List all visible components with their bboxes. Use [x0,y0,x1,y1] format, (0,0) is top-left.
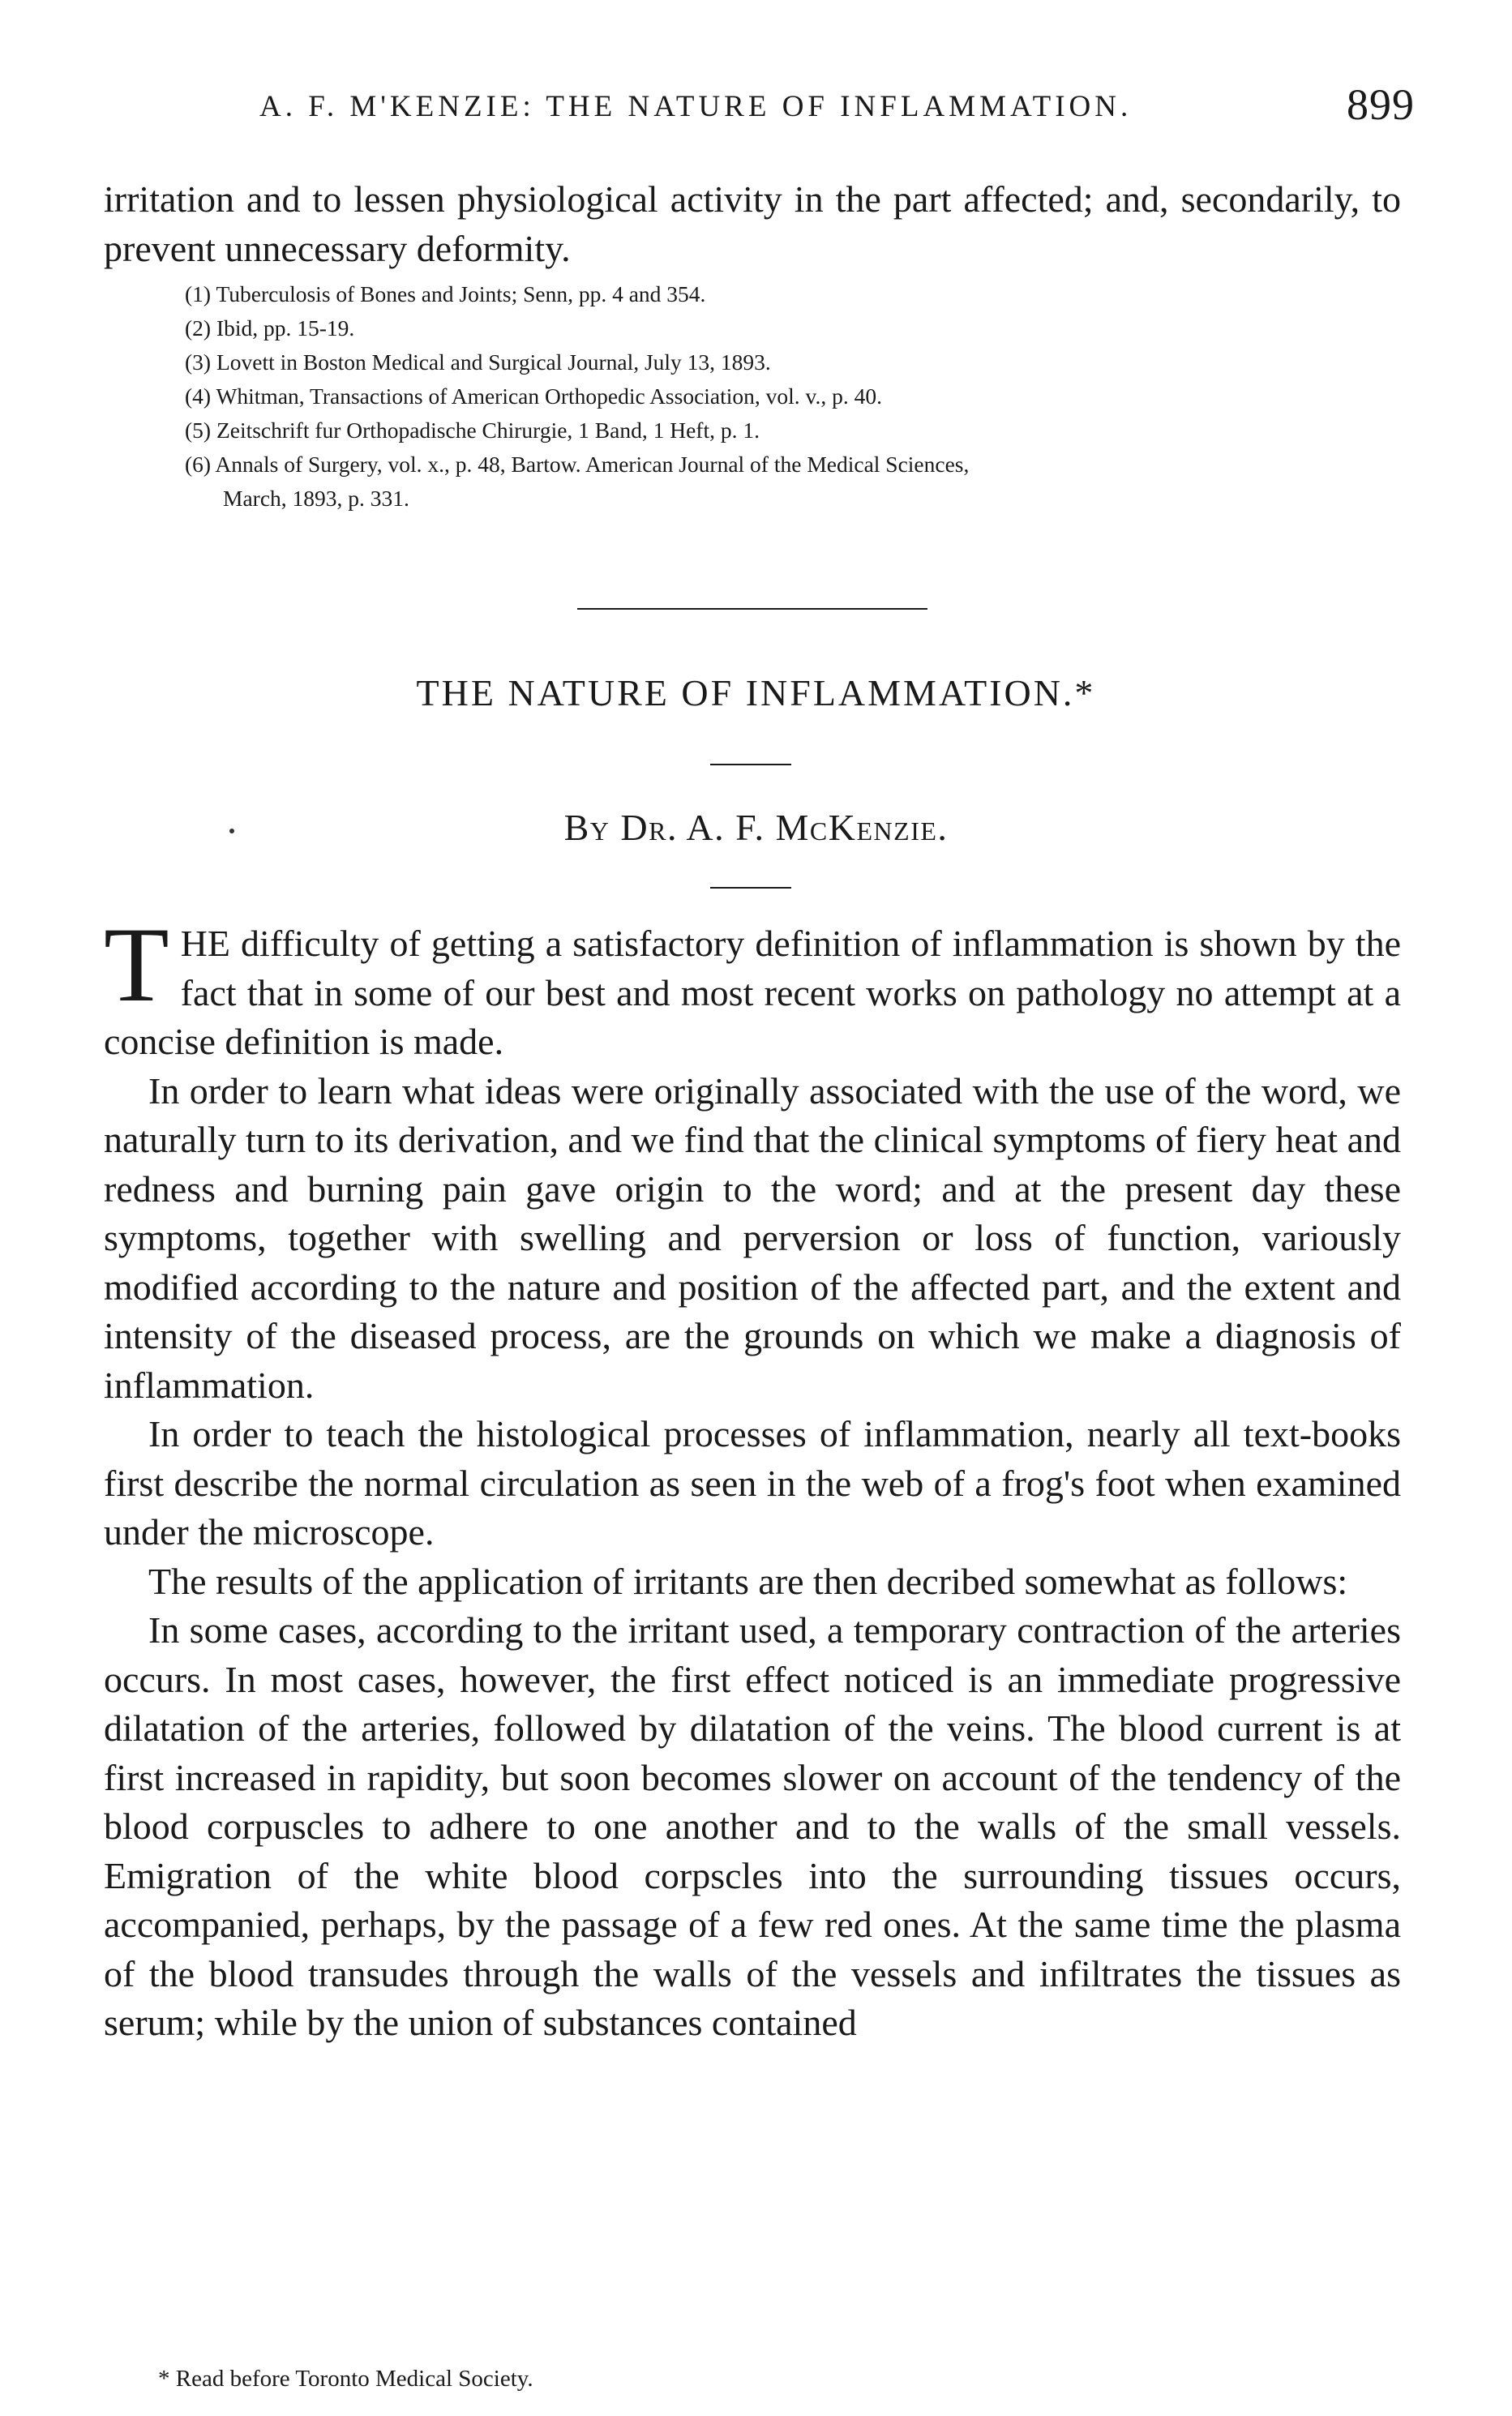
title-rule [710,764,791,765]
running-head [97,80,1415,141]
drop-cap: T [104,905,169,1024]
footnote: * Read before Toronto Medical Society. [158,2366,533,2392]
reference-list [185,277,1417,516]
running-title: A. F. M'KENZIE: THE NATURE OF INFLAMMATION. [259,90,1133,123]
reference-item-continuation: March, 1893, p. 331. [223,486,409,511]
paragraph: The results of the application of irritants are then decribed somewhat as follows: [148,1560,1348,1602]
paragraph: In some cases, according to the irritant used, a temporary contraction of the arteries occurs. In most cases, however, the first effect noticed is an immediate progressive dilatation of the arteries, followed by dilatation of the veins. The blood current is at first increased in rapidity, but soon becomes slower on account of the tendency of the blood corpuscles to adhere to one another and to the walls of the small vessels. Emigration of the white blood corpscles into the surrounding tissues occurs, accompanied, perhaps, by the passage of a few red ones. At the same time the plasma of the blood transudes through the walls of the vessels and infiltrates the tissues as serum; while by the union of substances contained [104,1609,1401,2043]
closing-paragraph: irritation and to lessen physiological activity in the part affected; and, secondarily, to prevent unnecessary deformity. [104,178,1401,269]
reference-item: (2) Ibid, pp. 15-19. [185,315,355,341]
paragraph-text: HE difficulty of getting a satisfactory definition of inflammation is shown by the fact that in some of our best and most recent works on pathology no attempt at a concise definition is made. [104,923,1401,1062]
reference-item: (3) Lovett in Boston Medical and Surgical Journal, July 13, 1893. [185,349,771,375]
reference-item: (1) Tuberculosis of Bones and Joints; Senn, pp. 4 and 354. [185,281,706,306]
section-divider [577,608,927,610]
paragraph: In order to teach the histological processes of inflammation, nearly all text-books first describe the normal circulation as seen in the web of a frog's foot when examined under the microscope. [104,1413,1401,1553]
article-body [104,905,1401,2048]
reference-item: (5) Zeitschrift fur Orthopadische Chirurgie, 1 Band, 1 Heft, p. 1. [185,418,760,443]
reference-item: (4) Whitman, Transactions of American Orthopedic Association, vol. v., p. 40. [185,383,883,409]
paragraph-opening [104,905,1401,1067]
article-title: THE NATURE OF INFLAMMATION.* [416,672,1096,713]
reference-item: (6) Annals of Surgery, vol. x., p. 48, Bartow. American Journal of the Medical Sciences, [185,452,970,477]
byline-rule [710,887,791,889]
byline: By Dr. A. F. McKenzie. [563,807,949,848]
previous-article-closing [104,175,1401,273]
paragraph: In order to learn what ideas were originally associated with the use of the word, we naturally turn to its derivation, and we find that the clinical symptoms of fiery heat and redness and burning pain gave origin to the word; and at the present day these symptoms, together with swelling and perversion or loss of function, variously modified according to the nature and position of the affected part, and the extent and intensity of the diseased process, are the grounds on which we make a diagnosis of inflammation. [104,1069,1401,1406]
page-number: 899 [1347,80,1415,129]
